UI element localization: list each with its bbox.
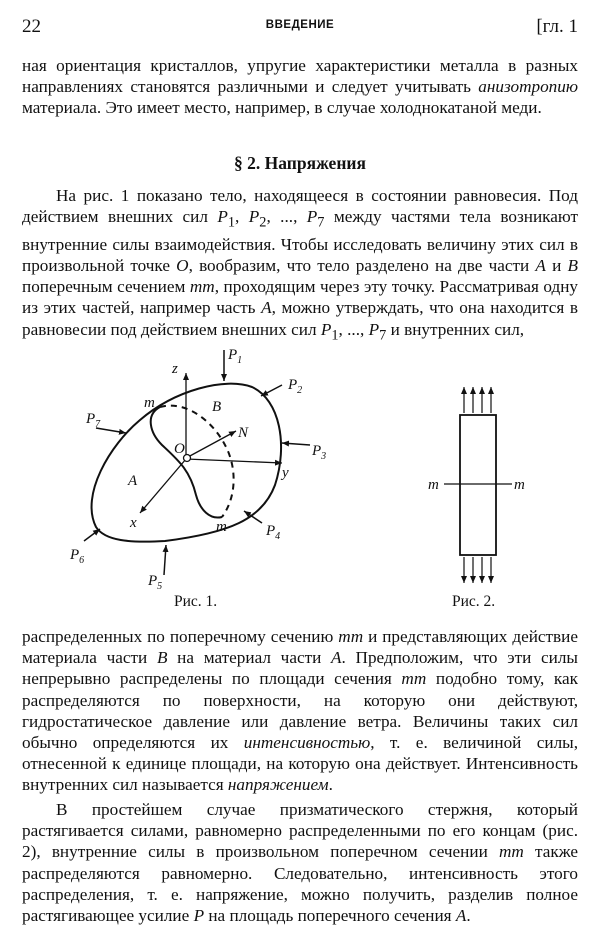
figure-diagrams	[0, 345, 600, 625]
label-m-top: m	[144, 395, 155, 411]
label-P5: $P_5$	[148, 573, 163, 592]
chapter-label: [гл. 1	[536, 16, 578, 37]
label-O: O	[174, 441, 185, 457]
paragraph-3: распределенных по поперечному сечению mm и представляющих действие материала части B на материал части A. Предположим, что эти силы непрерывно распределены по площади сечения mm подобно тому, как распределяются по поверхности, на которую они действуют, гидростатическое давление или давление ветра. Величины таких сил обычно определяются их интенсивностью, т. е. величиной силы, отнесенной к единице площади, на которую она действует. Интенсивность внутренних сил называется напряжением.	[22, 627, 578, 795]
emphasis-stress: напряжением	[227, 775, 329, 795]
section-title: § 2. Напряжения	[234, 153, 366, 173]
label-y: y	[282, 465, 289, 481]
label-P4: $P_4$	[266, 523, 281, 542]
label-x: x	[130, 515, 137, 531]
label-z: z	[172, 361, 178, 377]
paragraph-4: В простейшем случае призматического стержня, который растягивается силами, равномерно распределенными по его концам (рис. 2), внутренние силы в произвольном поперечном сечении mm также распределяются равномерно. Следовательно, интенсивность этого распределения, т. е. напряжение, можно получить, разделив полное растягивающее усилие P на площадь поперечного сечения A.	[22, 800, 578, 926]
page-header	[22, 16, 578, 42]
y-axis	[186, 459, 282, 463]
label-N: N	[238, 425, 249, 441]
label-A: A	[128, 473, 138, 489]
figure1-caption: Рис. 1.	[174, 593, 218, 610]
fig2-label-m-left: m	[428, 477, 439, 493]
bar	[460, 415, 496, 555]
force-P5	[164, 545, 166, 575]
paragraph-2: На рис. 1 показано тело, находящееся в состоянии равновесия. Под действием внешних сил $P_1$, $P_2$, ..., $P_7$ между частями тела возникают внутренние силы взаимодействия. Чтобы исследовать величину этих сил в произвольной точке O, вообразим, что тело разделено на две части A и B поперечным сечением mm, проходящим через эту точку. Рассматривая одну из этих частей, например часть A, можно утверждать, что она находится в равновесии под действием внешних сил $P_1$, ..., $P_7$ и внутренних сил,	[22, 186, 579, 344]
force-P2	[261, 385, 282, 396]
paragraph-1: ная ориентация кристаллов, упругие характеристики металла в разных направлениях становятся различными и следует учитывать анизотропию материала. Это имеет место, например, в случае холоднокатаной меди.	[22, 56, 578, 118]
label-P2: $P_2$	[288, 377, 303, 396]
fig2-label-m-right: m	[514, 477, 525, 493]
emphasis-intensity: интенсивностью	[243, 733, 371, 753]
label-P3: $P_3$	[312, 443, 327, 462]
label-P6: $P_6$	[70, 547, 85, 566]
emphasis-anisotropy: анизотропию	[478, 77, 578, 97]
page-number: 22	[22, 16, 41, 37]
label-B: B	[212, 399, 222, 415]
force-P4	[244, 511, 262, 523]
label-m-bottom: m	[216, 519, 227, 535]
force-P7	[96, 428, 126, 433]
force-P3	[282, 443, 310, 445]
running-title: ВВЕДЕНИЕ	[265, 19, 335, 31]
label-P1: $P_1$	[228, 347, 243, 366]
figures-block	[0, 345, 600, 625]
figure2-caption: Рис. 2.	[452, 593, 496, 610]
x-axis	[140, 459, 186, 513]
force-P6	[84, 529, 100, 541]
label-P7: $P_7$	[86, 411, 101, 430]
